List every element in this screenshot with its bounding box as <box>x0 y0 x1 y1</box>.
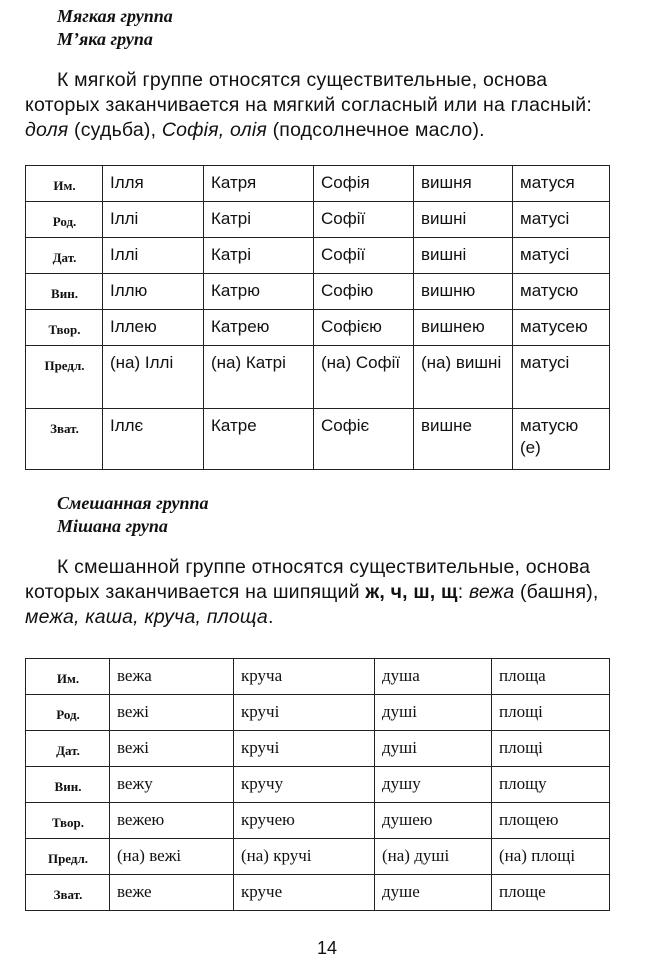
table-cell: Іллею <box>103 310 204 346</box>
table-row <box>26 767 610 803</box>
soft-group-title-uk: М’яка група <box>57 29 153 49</box>
soft-declension-table <box>25 165 610 470</box>
table-cell: кручу <box>234 767 375 803</box>
case-label: Твор. <box>26 310 103 346</box>
case-label: Предл. <box>26 839 110 875</box>
case-label: Им. <box>26 166 103 202</box>
table-cell: (на) площі <box>492 839 610 875</box>
mixed-consonants: ж, ч, ш, щ <box>365 581 458 603</box>
table-cell: (на) душі <box>375 839 492 875</box>
table-cell: матусі <box>513 238 610 274</box>
table-cell: Катре <box>204 409 314 470</box>
table-cell: Софії <box>314 238 414 274</box>
table-cell: кручі <box>234 695 375 731</box>
table-cell: Іллю <box>103 274 204 310</box>
table-row <box>26 409 610 470</box>
table-cell: матусі <box>513 346 610 409</box>
table-cell: вишне <box>414 409 513 470</box>
table-cell: матусю <box>513 274 610 310</box>
case-label: Вин. <box>26 767 110 803</box>
mixed-declension-table <box>25 658 610 911</box>
table-row <box>26 731 610 767</box>
soft-text-3: (подсолнечное масло). <box>267 119 485 141</box>
table-cell: Софіє <box>314 409 414 470</box>
case-label: Зват. <box>26 409 103 470</box>
table-cell: (на) вишні <box>414 346 513 409</box>
case-label: Предл. <box>26 346 103 409</box>
table-cell: Катрю <box>204 274 314 310</box>
case-label: Дат. <box>26 238 103 274</box>
table-cell: площе <box>492 875 610 911</box>
table-cell: душі <box>375 731 492 767</box>
mixed-group-title-uk: Мішана група <box>57 516 168 536</box>
case-label: Род. <box>26 695 110 731</box>
table-cell: вежа <box>110 659 234 695</box>
table-cell: Іллє <box>103 409 204 470</box>
mixed-group-heading <box>57 492 209 538</box>
table-cell: кручею <box>234 803 375 839</box>
mixed-text-4: . <box>267 606 274 628</box>
table-cell: Катря <box>204 166 314 202</box>
table-cell: вишню <box>414 274 513 310</box>
table-cell: матусі <box>513 202 610 238</box>
table-cell: Софію <box>314 274 414 310</box>
table-cell: (на) кручі <box>234 839 375 875</box>
case-label: Зват. <box>26 875 110 911</box>
soft-group-heading <box>57 5 173 51</box>
table-cell: круча <box>234 659 375 695</box>
table-row <box>26 274 610 310</box>
mixed-text-2: : <box>457 581 469 603</box>
table-cell: площею <box>492 803 610 839</box>
table-cell: Катрі <box>204 238 314 274</box>
table-cell: душе <box>375 875 492 911</box>
table-cell: площі <box>492 731 610 767</box>
table-row <box>26 238 610 274</box>
table-cell: Софії <box>314 202 414 238</box>
soft-group-title-ru: Мягкая группа <box>57 6 173 26</box>
table-cell: вишнею <box>414 310 513 346</box>
table-cell: площі <box>492 695 610 731</box>
case-label: Род. <box>26 202 103 238</box>
table-cell: площа <box>492 659 610 695</box>
table-cell: душею <box>375 803 492 839</box>
table-row <box>26 839 610 875</box>
table-cell: душу <box>375 767 492 803</box>
table-cell: круче <box>234 875 375 911</box>
soft-group-paragraph <box>25 68 615 143</box>
table-cell: Катрі <box>204 202 314 238</box>
table-cell: вежі <box>110 695 234 731</box>
mixed-group-title-ru: Смешанная группа <box>57 493 209 513</box>
soft-example-2: Софія, олія <box>161 119 267 141</box>
table-cell: Софією <box>314 310 414 346</box>
page-number: 14 <box>316 938 338 958</box>
case-label: Твор. <box>26 803 110 839</box>
table-cell: вишні <box>414 238 513 274</box>
table-cell: Ілля <box>103 166 204 202</box>
table-cell: веже <box>110 875 234 911</box>
soft-example-1: доля <box>25 119 69 141</box>
table-cell: вишня <box>414 166 513 202</box>
table-cell: матусею <box>513 310 610 346</box>
case-label: Дат. <box>26 731 110 767</box>
table-row <box>26 310 610 346</box>
soft-text-1: К мягкой группе относятся существительные, основа которых заканчивается на мягкий согласный или на гласный: <box>25 69 592 116</box>
table-row <box>26 202 610 238</box>
table-cell: вежею <box>110 803 234 839</box>
table-row <box>26 659 610 695</box>
table-cell: вежу <box>110 767 234 803</box>
mixed-text-1: К смешанной группе относятся существительные, основа которых заканчивается на шипящий <box>25 556 591 603</box>
table-row <box>26 166 610 202</box>
table-row <box>26 875 610 911</box>
table-cell: (на) Катрі <box>204 346 314 409</box>
table-row <box>26 346 610 409</box>
soft-text-2: (судьба), <box>68 119 162 141</box>
table-cell: кручі <box>234 731 375 767</box>
table-cell: душа <box>375 659 492 695</box>
table-cell: Іллі <box>103 238 204 274</box>
table-cell: (на) Іллі <box>103 346 204 409</box>
table-cell: вежі <box>110 731 234 767</box>
table-cell: матусю (е) <box>513 409 610 470</box>
case-label: Вин. <box>26 274 103 310</box>
table-cell: матуся <box>513 166 610 202</box>
table-cell: (на) вежі <box>110 839 234 875</box>
table-cell: Катрею <box>204 310 314 346</box>
mixed-text-3: (башня), <box>514 581 599 603</box>
table-cell: вишні <box>414 202 513 238</box>
table-cell: Іллі <box>103 202 204 238</box>
table-cell: площу <box>492 767 610 803</box>
table-cell: Софія <box>314 166 414 202</box>
table-row <box>26 803 610 839</box>
table-cell: душі <box>375 695 492 731</box>
case-label: Им. <box>26 659 110 695</box>
mixed-group-paragraph <box>25 555 615 630</box>
table-cell: (на) Софії <box>314 346 414 409</box>
mixed-example-1: вежа <box>468 581 515 603</box>
table-row <box>26 695 610 731</box>
mixed-example-2: межа, каша, круча, площа <box>25 606 268 628</box>
